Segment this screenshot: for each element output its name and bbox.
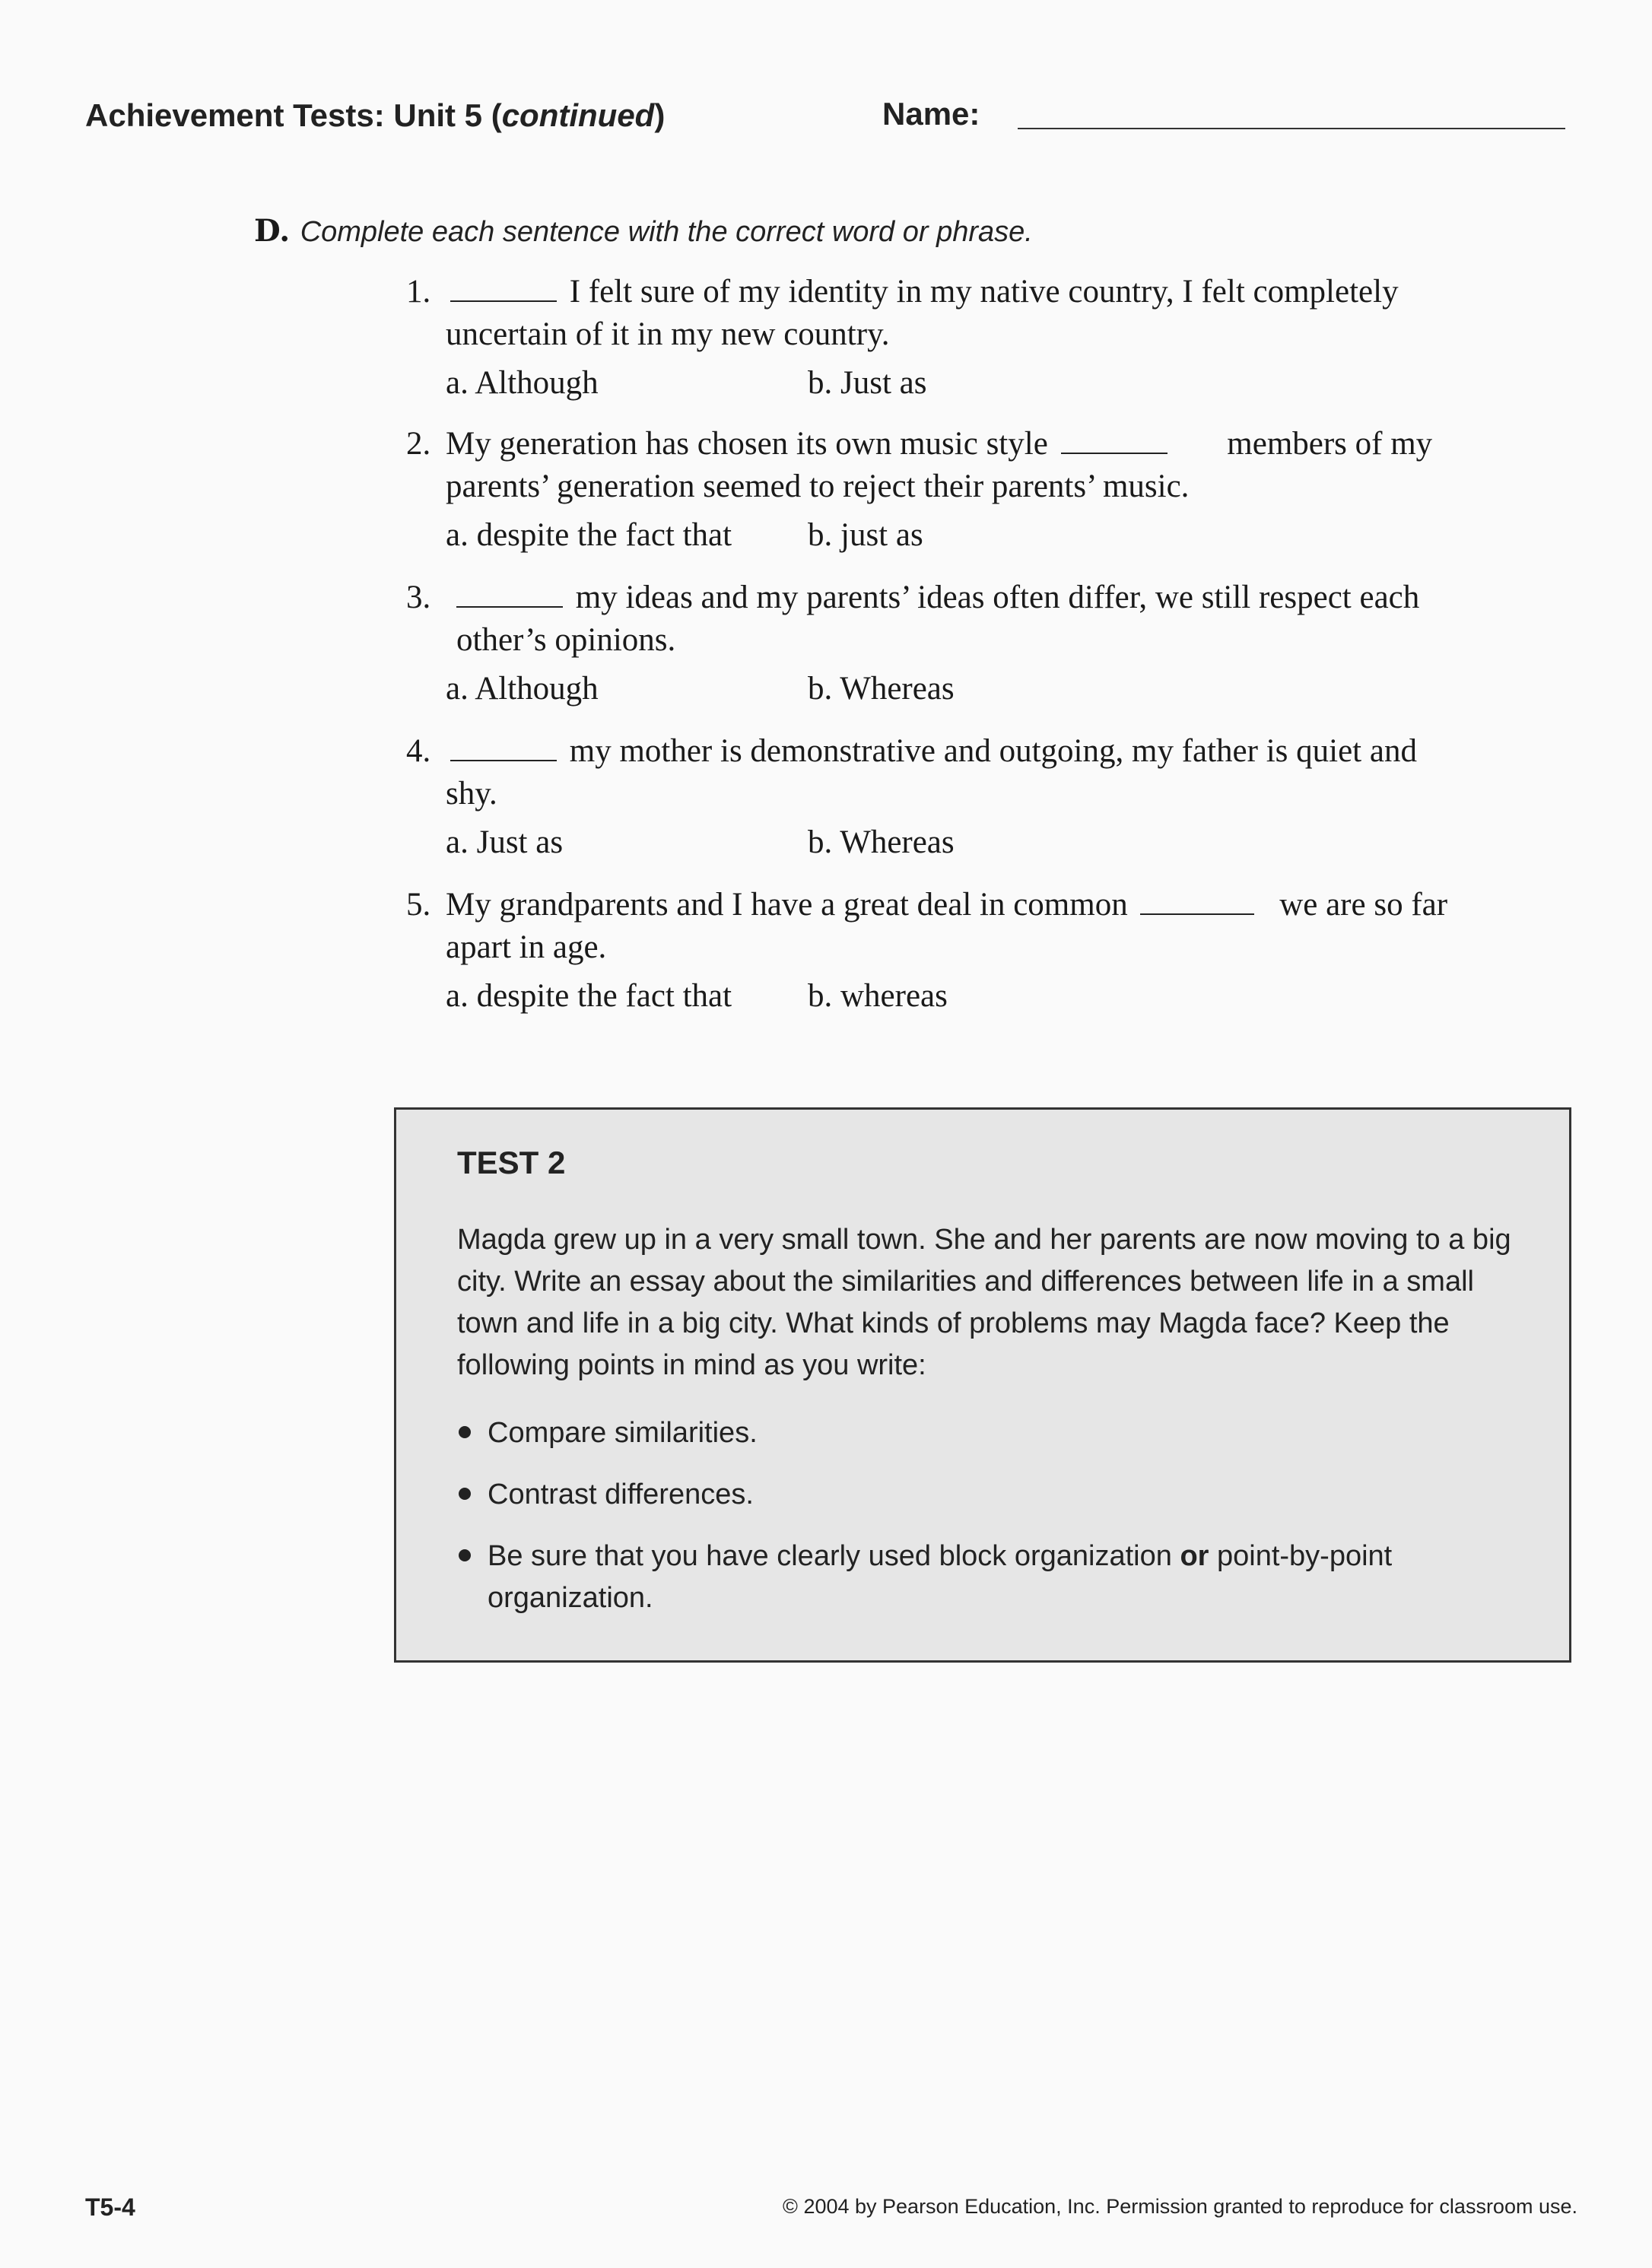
page-title-main: Achievement Tests: Unit 5 (: [85, 97, 502, 133]
test-2-point: [457, 1474, 1522, 1516]
answer-options: [406, 668, 1577, 710]
answer-options: [406, 821, 1577, 864]
test-2-box: [394, 1107, 1571, 1663]
option-letter: a.: [446, 978, 469, 1014]
answer-options: [406, 362, 1577, 405]
test-2-point-emphasis: or: [1180, 1540, 1209, 1572]
section-letter: D.: [254, 213, 291, 249]
copyright-notice: © 2004 by Pearson Education, Inc. Permission granted to reproduce for classroom use.: [783, 2195, 1577, 2218]
question-text: I felt sure of my identity in my native country, I felt completely: [569, 274, 1399, 310]
section-instruction-text: Complete each sentence with the correct word or phrase.: [300, 216, 1033, 248]
question-text-continued: parents’ generation seemed to reject their parents’ music.: [446, 469, 1190, 504]
page-title-end: ): [654, 97, 666, 133]
option-b[interactable]: [808, 975, 948, 1018]
bullet-icon: [459, 1549, 471, 1561]
option-letter: b.: [808, 824, 833, 860]
option-letter: b.: [808, 671, 833, 707]
bullet-icon: [459, 1426, 471, 1438]
question-number: 5.: [406, 887, 431, 923]
test-2-prompt: Magda grew up in a very small town. She and her parents are now moving to a big city. Write an essay about the similarities and differences between life in a small town and life in a big city. What kinds of problems may Magda face? Keep the following points in mind as you write:: [457, 1224, 1511, 1381]
question-text: my ideas and my parents’ ideas often differ, we still respect each: [575, 580, 1420, 615]
option-text: whereas: [840, 978, 948, 1014]
page-title: [85, 97, 665, 134]
question-text-after-blank: members of my: [1227, 426, 1433, 462]
option-letter: b.: [808, 517, 833, 553]
option-text: Although: [475, 671, 599, 707]
question-3: [406, 577, 1577, 710]
page-title-italic: continued: [501, 97, 655, 133]
test-2-point-text: Be sure that you have clearly used block organization: [488, 1540, 1180, 1572]
name-label: Name:: [882, 96, 980, 132]
question-text-continued: shy.: [446, 776, 497, 812]
option-text: Just as: [476, 824, 564, 860]
question-5: [406, 884, 1577, 1018]
option-text: despite the fact that: [476, 978, 732, 1014]
question-text: My generation has chosen its own music style: [446, 426, 1048, 462]
section-instruction: [254, 213, 1033, 249]
option-a[interactable]: [446, 668, 599, 710]
option-letter: a.: [446, 671, 469, 707]
test-2-point: [457, 1536, 1522, 1619]
test-2-points: [457, 1412, 1522, 1639]
answer-blank[interactable]: [456, 583, 563, 608]
option-letter: a.: [446, 365, 469, 401]
question-number: 3.: [406, 580, 431, 615]
option-letter: b.: [808, 978, 833, 1014]
option-text: Just as: [840, 365, 927, 401]
option-letter: a.: [446, 517, 469, 553]
option-a[interactable]: [446, 514, 732, 557]
answer-options: [406, 514, 1577, 557]
answer-blank[interactable]: [1061, 430, 1168, 454]
option-text: despite the fact that: [476, 517, 732, 553]
test-2-point-text: Compare similarities.: [488, 1417, 758, 1449]
option-b[interactable]: [808, 362, 926, 405]
page-code: T5-4: [85, 2193, 135, 2221]
question-2: [406, 423, 1577, 557]
question-text: My grandparents and I have a great deal in common: [446, 887, 1128, 923]
question-text-continued: uncertain of it in my new country.: [446, 316, 890, 352]
option-letter: b.: [808, 365, 833, 401]
question-number: 2.: [406, 426, 431, 462]
option-b[interactable]: [808, 668, 955, 710]
question-4: [406, 730, 1577, 864]
bullet-icon: [459, 1488, 471, 1500]
answer-options: [406, 975, 1577, 1018]
question-text-continued: other’s opinions.: [456, 622, 676, 658]
name-field-line[interactable]: [1018, 128, 1565, 129]
option-text: Whereas: [840, 671, 955, 707]
option-text: Whereas: [840, 824, 955, 860]
test-2-title: TEST 2: [457, 1145, 566, 1180]
option-b[interactable]: [808, 821, 955, 864]
test-2-point-text-end: point-by-point organization.: [488, 1540, 1393, 1614]
option-a[interactable]: [446, 975, 732, 1018]
option-b[interactable]: [808, 514, 923, 557]
option-a[interactable]: [446, 821, 563, 864]
test-2-point-text: Contrast differences.: [488, 1479, 754, 1510]
option-text: Although: [475, 365, 599, 401]
question-number: 4.: [406, 733, 431, 769]
answer-blank[interactable]: [450, 278, 557, 302]
question-number: 1.: [406, 274, 431, 310]
option-a[interactable]: [446, 362, 599, 405]
test-2-point: [457, 1412, 1522, 1454]
question-text: my mother is demonstrative and outgoing, my father is quiet and: [569, 733, 1417, 769]
option-letter: a.: [446, 824, 469, 860]
option-text: just as: [840, 517, 923, 553]
question-text-continued: apart in age.: [446, 929, 607, 965]
answer-blank[interactable]: [450, 737, 557, 761]
question-text-after-blank: we are so far: [1279, 887, 1448, 923]
question-1: [406, 271, 1577, 405]
answer-blank[interactable]: [1140, 891, 1254, 915]
